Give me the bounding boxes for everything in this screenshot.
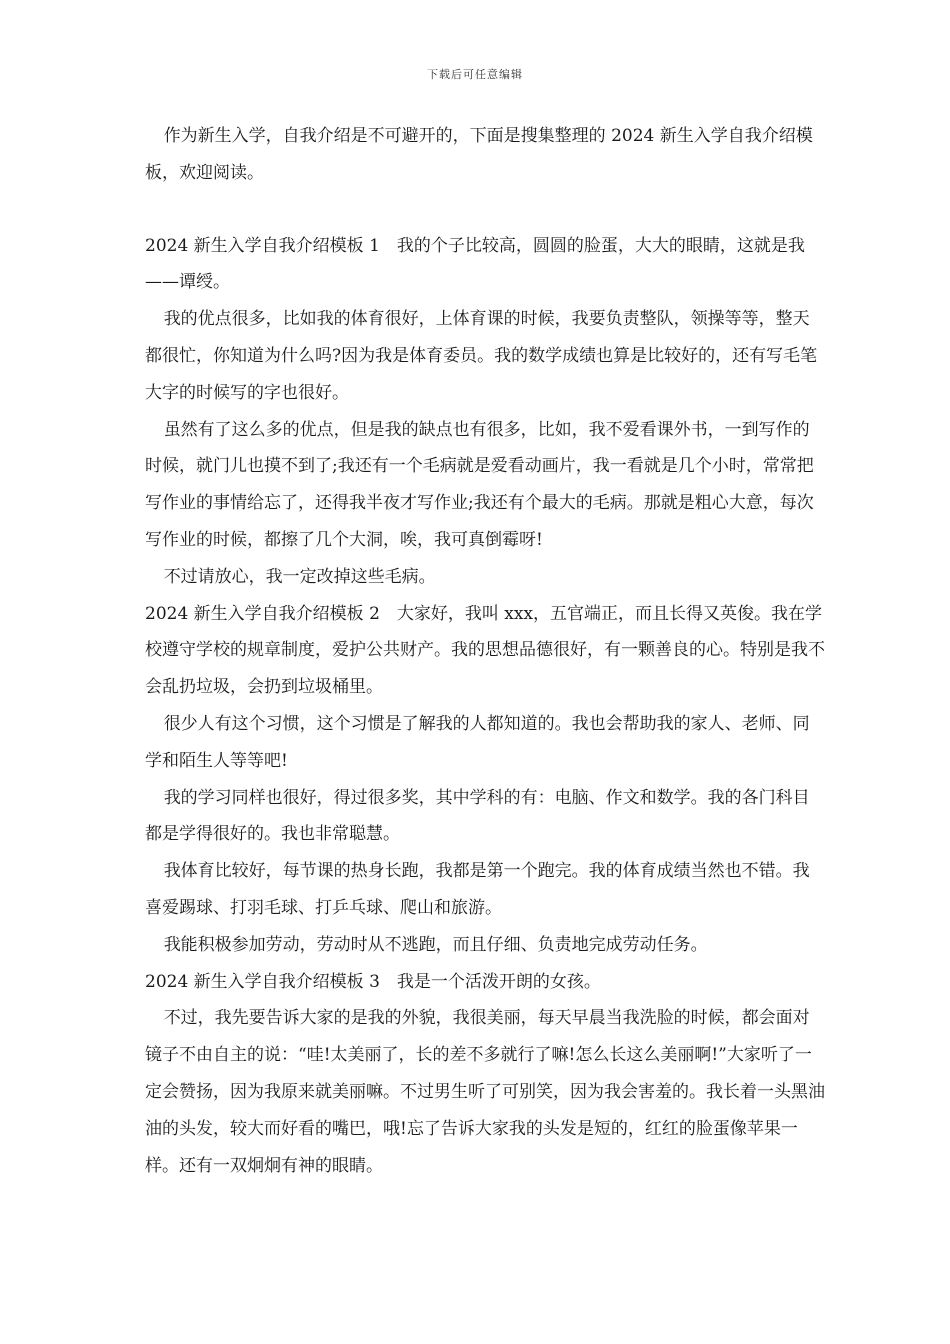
template-3-paragraph: 2024 新生入学自我介绍模板 3 我是一个活泼开朗的女孩。 [145,971,601,992]
intro-paragraph: 作为新生入学，自我介绍是不可避开的，下面是搜集整理的 2024 新生入学自我介绍模板，欢迎阅读。 [145,126,813,183]
body-paragraph: 很少人有这个习惯，这个习惯是了解我的人都知道的。我也会帮助我的家人、老师、同学和陌生人等等吧! [145,713,810,771]
template-1-paragraph: 2024 新生入学自我介绍模板 1 我的个子比较高，圆圆的脸蛋，大大的眼睛，这就是我——谭绶。 [145,235,805,293]
paragraph-gap [145,192,825,228]
body-paragraph: 不过请放心，我一定改掉这些毛病。 [163,566,436,587]
body-paragraph: 不过，我先要告诉大家的是我的外貌，我很美丽，每天早晨当我洗脸的时候，都会面对镜子不由自主的说：“哇!太美丽了，长的差不多就行了嘛!怎么长这么美丽啊!”大家听了一定会赞扬，因为我原来就美丽嘛。不过男生听了可别笑，因为我会害羞的。我长着一头黑油油的头发，较大而好看的嘴巴，哦!忘了告诉大家我的头发是短的，红红的脸蛋像苹果一样。还有一双炯炯有神的眼睛。 [145,1008,825,1176]
page-header: 下载后可任意编辑 [427,68,523,81]
body-paragraph: 我的学习同样也很好，得过很多奖，其中学科的有：电脑、作文和数学。我的各门科目都是学得很好的。我也非常聪慧。 [145,787,810,845]
document-body [145,118,825,1184]
body-paragraph: 我的优点很多，比如我的体育很好，上体育课的时候，我要负责整队，领操等等，整天都很忙，你知道为什么吗?因为我是体育委员。我的数学成绩也算是比较好的，还有写毛笔大字的时候写的字也很好。 [145,309,818,403]
template-2-paragraph: 2024 新生入学自我介绍模板 2 大家好，我叫 xxx，五官端正，而且长得又英俊。我在学校遵守学校的规章制度，爱护公共财产。我的思想品德很好，有一颗善良的心。特别是我不会乱扔垃圾，会扔到垃圾桶里。 [145,603,825,698]
body-paragraph: 虽然有了这么多的优点，但是我的缺点也有很多，比如，我不爱看课外书，一到写作的时候，就门儿也摸不到了;我还有一个毛病就是爱看动画片，我一看就是几个小时，常常把写作业的事情给忘了，还得我半夜才写作业;我还有个最大的毛病。那就是粗心大意，每次写作业的时候，都擦了几个大洞，唉，我可真倒霉呀! [145,419,814,550]
body-paragraph: 我体育比较好，每节课的热身长跑，我都是第一个跑完。我的体育成绩当然也不错。我喜爱踢球、打羽毛球、打乒乓球、爬山和旅游。 [145,861,810,918]
body-paragraph: 我能积极参加劳动，劳动时从不逃跑，而且仔细、负责地完成劳动任务。 [163,934,708,955]
